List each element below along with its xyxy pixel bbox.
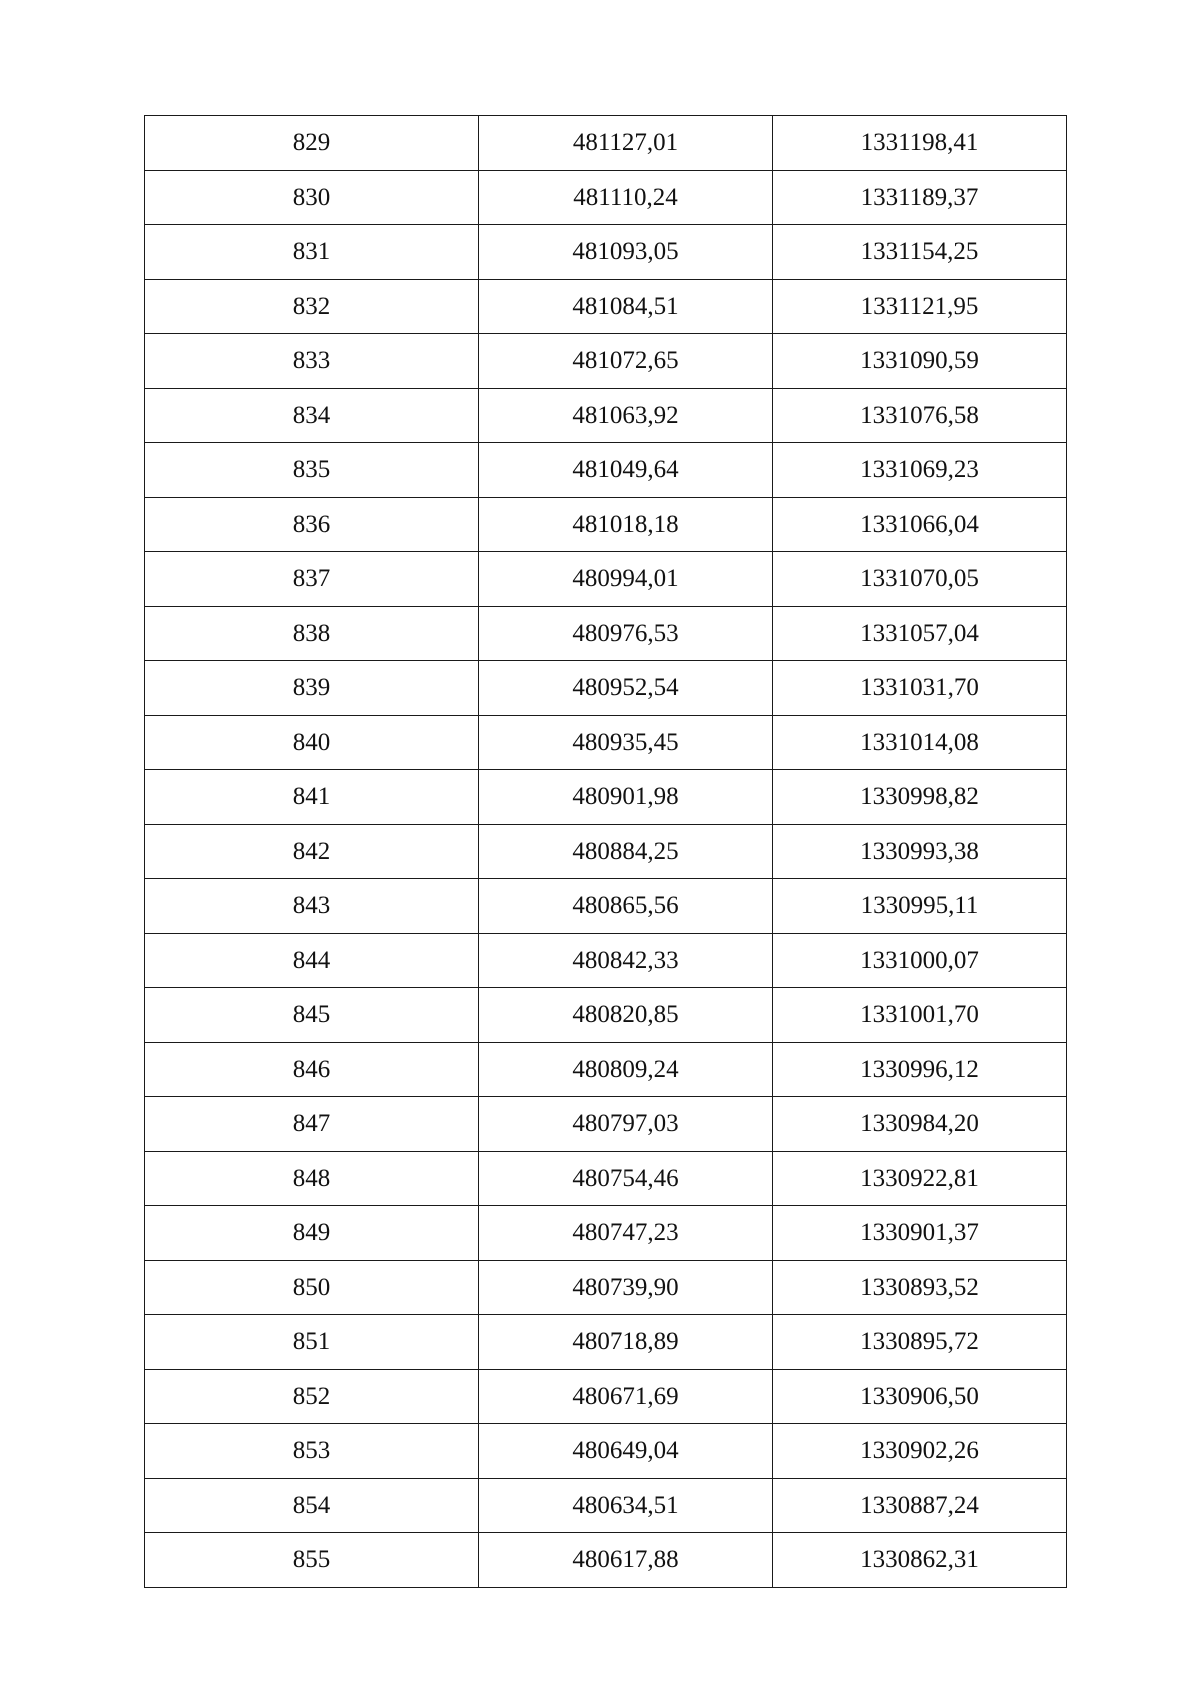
- y-coordinate-cell: 1331000,07: [773, 933, 1067, 988]
- y-coordinate-cell: 1330862,31: [773, 1533, 1067, 1588]
- y-coordinate-cell: 1331154,25: [773, 225, 1067, 280]
- y-coordinate-cell: 1331198,41: [773, 116, 1067, 171]
- point-number-cell: 849: [145, 1206, 479, 1261]
- point-number-cell: 846: [145, 1042, 479, 1097]
- x-coordinate-cell: 481093,05: [479, 225, 773, 280]
- point-number-cell: 834: [145, 388, 479, 443]
- point-number-cell: 852: [145, 1369, 479, 1424]
- y-coordinate-cell: 1331001,70: [773, 988, 1067, 1043]
- y-coordinate-cell: 1330922,81: [773, 1151, 1067, 1206]
- table-row: [145, 1424, 1067, 1479]
- y-coordinate-cell: 1331189,37: [773, 170, 1067, 225]
- table-row: [145, 1533, 1067, 1588]
- point-number-cell: 830: [145, 170, 479, 225]
- x-coordinate-cell: 480747,23: [479, 1206, 773, 1261]
- point-number-cell: 853: [145, 1424, 479, 1479]
- y-coordinate-cell: 1330995,11: [773, 879, 1067, 934]
- table-row: [145, 824, 1067, 879]
- x-coordinate-cell: 480718,89: [479, 1315, 773, 1370]
- table-row: [145, 1478, 1067, 1533]
- table-row: [145, 933, 1067, 988]
- x-coordinate-cell: 481049,64: [479, 443, 773, 498]
- point-number-cell: 837: [145, 552, 479, 607]
- point-number-cell: 835: [145, 443, 479, 498]
- table-row: [145, 1315, 1067, 1370]
- point-number-cell: 840: [145, 715, 479, 770]
- y-coordinate-cell: 1331070,05: [773, 552, 1067, 607]
- table-row: [145, 879, 1067, 934]
- x-coordinate-cell: 481063,92: [479, 388, 773, 443]
- table-row: [145, 170, 1067, 225]
- x-coordinate-cell: 480634,51: [479, 1478, 773, 1533]
- y-coordinate-cell: 1331090,59: [773, 334, 1067, 389]
- x-coordinate-cell: 481110,24: [479, 170, 773, 225]
- x-coordinate-cell: 480617,88: [479, 1533, 773, 1588]
- table-row: [145, 279, 1067, 334]
- table-row: [145, 388, 1067, 443]
- x-coordinate-cell: 480820,85: [479, 988, 773, 1043]
- y-coordinate-cell: 1331066,04: [773, 497, 1067, 552]
- y-coordinate-cell: 1331031,70: [773, 661, 1067, 716]
- table-row: [145, 715, 1067, 770]
- y-coordinate-cell: 1330996,12: [773, 1042, 1067, 1097]
- x-coordinate-cell: 480842,33: [479, 933, 773, 988]
- point-number-cell: 848: [145, 1151, 479, 1206]
- table-row: [145, 988, 1067, 1043]
- table-row: [145, 661, 1067, 716]
- table-row: [145, 443, 1067, 498]
- table-row: [145, 1206, 1067, 1261]
- table-row: [145, 225, 1067, 280]
- y-coordinate-cell: 1330887,24: [773, 1478, 1067, 1533]
- y-coordinate-cell: 1330984,20: [773, 1097, 1067, 1152]
- table-row: [145, 497, 1067, 552]
- y-coordinate-cell: 1331069,23: [773, 443, 1067, 498]
- point-number-cell: 833: [145, 334, 479, 389]
- x-coordinate-cell: 481072,65: [479, 334, 773, 389]
- x-coordinate-cell: 480952,54: [479, 661, 773, 716]
- point-number-cell: 832: [145, 279, 479, 334]
- table-row: [145, 1151, 1067, 1206]
- point-number-cell: 844: [145, 933, 479, 988]
- point-number-cell: 847: [145, 1097, 479, 1152]
- y-coordinate-cell: 1331057,04: [773, 606, 1067, 661]
- y-coordinate-cell: 1330901,37: [773, 1206, 1067, 1261]
- x-coordinate-cell: 481084,51: [479, 279, 773, 334]
- x-coordinate-cell: 480884,25: [479, 824, 773, 879]
- point-number-cell: 845: [145, 988, 479, 1043]
- point-number-cell: 842: [145, 824, 479, 879]
- x-coordinate-cell: 480994,01: [479, 552, 773, 607]
- x-coordinate-cell: 480976,53: [479, 606, 773, 661]
- table-row: [145, 770, 1067, 825]
- point-number-cell: 855: [145, 1533, 479, 1588]
- y-coordinate-cell: 1331014,08: [773, 715, 1067, 770]
- point-number-cell: 841: [145, 770, 479, 825]
- table-row: [145, 334, 1067, 389]
- x-coordinate-cell: 480671,69: [479, 1369, 773, 1424]
- y-coordinate-cell: 1330895,72: [773, 1315, 1067, 1370]
- table-row: [145, 606, 1067, 661]
- y-coordinate-cell: 1330893,52: [773, 1260, 1067, 1315]
- x-coordinate-cell: 480809,24: [479, 1042, 773, 1097]
- point-number-cell: 843: [145, 879, 479, 934]
- table-row: [145, 1369, 1067, 1424]
- x-coordinate-cell: 480901,98: [479, 770, 773, 825]
- table-row: [145, 1097, 1067, 1152]
- point-number-cell: 839: [145, 661, 479, 716]
- x-coordinate-cell: 480935,45: [479, 715, 773, 770]
- table-row: [145, 552, 1067, 607]
- x-coordinate-cell: 480754,46: [479, 1151, 773, 1206]
- point-number-cell: 829: [145, 116, 479, 171]
- x-coordinate-cell: 480797,03: [479, 1097, 773, 1152]
- point-number-cell: 838: [145, 606, 479, 661]
- y-coordinate-cell: 1330993,38: [773, 824, 1067, 879]
- y-coordinate-cell: 1330902,26: [773, 1424, 1067, 1479]
- y-coordinate-cell: 1331076,58: [773, 388, 1067, 443]
- point-number-cell: 854: [145, 1478, 479, 1533]
- table-row: [145, 1042, 1067, 1097]
- table-row: [145, 116, 1067, 171]
- x-coordinate-cell: 480865,56: [479, 879, 773, 934]
- point-number-cell: 836: [145, 497, 479, 552]
- point-number-cell: 850: [145, 1260, 479, 1315]
- x-coordinate-cell: 480649,04: [479, 1424, 773, 1479]
- point-number-cell: 831: [145, 225, 479, 280]
- y-coordinate-cell: 1331121,95: [773, 279, 1067, 334]
- x-coordinate-cell: 480739,90: [479, 1260, 773, 1315]
- coordinates-table-body: [145, 116, 1067, 1588]
- point-number-cell: 851: [145, 1315, 479, 1370]
- y-coordinate-cell: 1330906,50: [773, 1369, 1067, 1424]
- table-row: [145, 1260, 1067, 1315]
- coordinates-table: [144, 115, 1067, 1588]
- x-coordinate-cell: 481127,01: [479, 116, 773, 171]
- y-coordinate-cell: 1330998,82: [773, 770, 1067, 825]
- x-coordinate-cell: 481018,18: [479, 497, 773, 552]
